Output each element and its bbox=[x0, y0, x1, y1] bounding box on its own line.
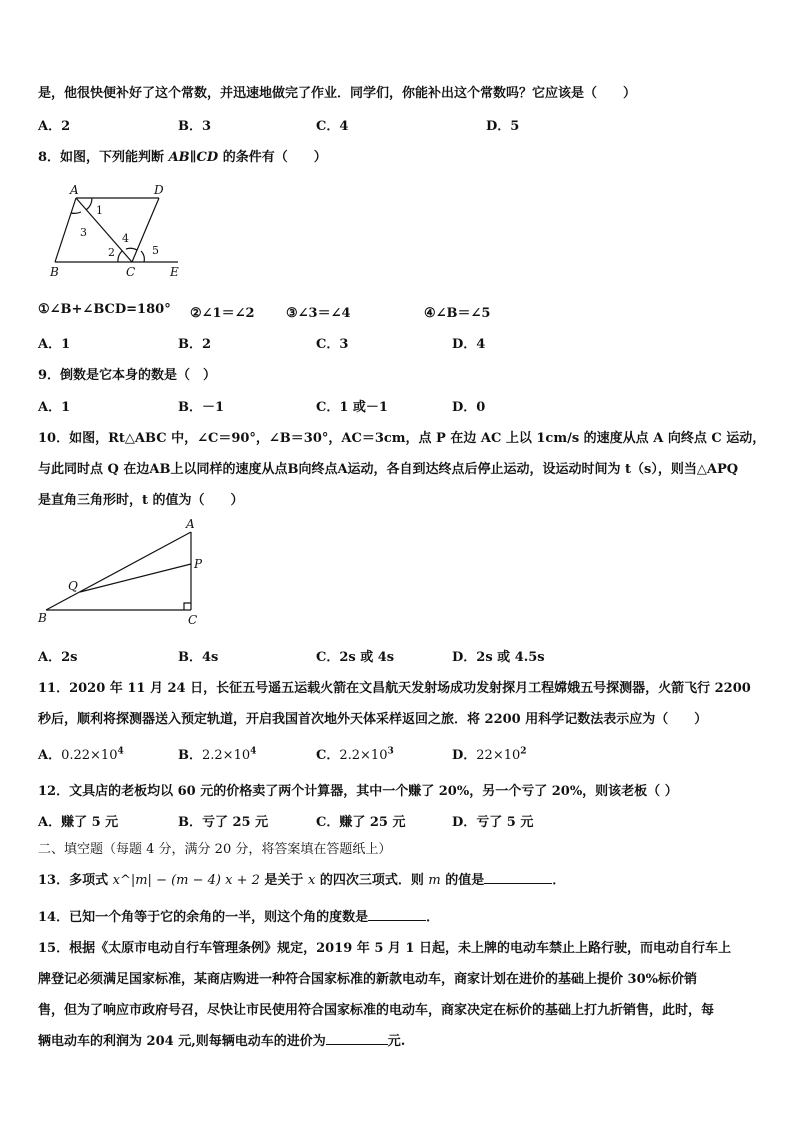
q8-stem bbox=[38, 146, 327, 165]
q13-pre: 13．多项式 bbox=[38, 873, 109, 888]
q15-stem-line4-wrap bbox=[38, 1030, 405, 1049]
q8-stem-pre: 8．如图，下列能判断 bbox=[38, 150, 165, 165]
q13-stem bbox=[38, 869, 565, 888]
q8-option-c: C．3 bbox=[316, 337, 349, 352]
section2-title: 二、填空题（每题 4 分，满分 20 分，将答案填在答题纸上） bbox=[38, 842, 392, 857]
q8-stem-math: AB∥CD bbox=[168, 150, 219, 165]
q9-option-b: B．－1 bbox=[178, 400, 225, 415]
q15-stem-line1: 15．根据《太原市电动自行车管理条例》规定，2019 年 5 月 1 日起，未上牌的电动车禁止上路行驶，而电动自行车上 bbox=[38, 941, 731, 956]
q7-option-b: B．3 bbox=[178, 119, 212, 134]
q8-angle-3: 3 bbox=[80, 226, 87, 239]
q8-angle-5: 5 bbox=[152, 244, 159, 257]
q13-mid: 是关于 bbox=[264, 873, 304, 888]
q15-end: 元. bbox=[387, 1034, 406, 1049]
q13-post: 的值是 bbox=[445, 873, 485, 888]
q10-stem-line3: 是直角三角形时，t 的值为（ ） bbox=[38, 493, 244, 508]
q11-option-a bbox=[38, 744, 124, 763]
q10-label-a: A bbox=[186, 517, 195, 531]
q8-stem-post: 的条件有（ ） bbox=[222, 150, 327, 165]
q11-option-b-label: B． bbox=[178, 748, 202, 763]
q10-label-q: Q bbox=[68, 579, 78, 593]
q9-stem: 9．倒数是它本身的数是（ ） bbox=[38, 368, 217, 383]
q15-stem-line2: 牌登记必须满足国家标准，某商店购进一种符合国家标准的新款电动车，商家计划在进价的基础上提价 30%标价销 bbox=[38, 972, 697, 987]
q8-figure bbox=[40, 180, 200, 280]
q8-option-d: D．4 bbox=[452, 337, 486, 352]
q8-condition-3: ③∠3＝∠4 bbox=[286, 306, 351, 321]
q12-stem: 12．文具店的老板均以 60 元的价格卖了两个计算器，其中一个赚了 20%，另一个亏了 20%，则该老板（ ） bbox=[38, 784, 678, 799]
q11-option-a-base: 0.22×10 bbox=[61, 748, 118, 763]
q10-option-d: D．2s 或 4.5s bbox=[452, 650, 545, 665]
q12-option-c: C．赚了 25 元 bbox=[316, 815, 406, 830]
q10-option-a: A．2s bbox=[38, 650, 78, 665]
q8-angle-2: 2 bbox=[108, 246, 115, 259]
q11-option-d bbox=[452, 744, 527, 763]
q11-option-d-label: D． bbox=[452, 748, 477, 763]
q10-label-b: B bbox=[38, 611, 47, 625]
q12-option-b: B．亏了 25 元 bbox=[178, 815, 269, 830]
q11-option-a-label: A． bbox=[38, 748, 62, 763]
q7-stem-tail: 是，他很快便补好了这个常数，并迅速地做完了作业．同学们，你能补出这个常数吗？它应该是（ ） bbox=[38, 86, 637, 101]
q9-option-c: C．1 或－1 bbox=[316, 400, 388, 415]
q10-stem-line1: 10．如图，Rt△ABC 中，∠C＝90°，∠B＝30°，AC＝3cm，点 P 在边 AC 上以 1cm/s 的速度从点 A 向终点 C 运动， bbox=[38, 431, 766, 446]
q8-condition-1: ①∠B+∠BCD=180° bbox=[38, 302, 171, 317]
q11-option-c-exp: 3 bbox=[387, 746, 394, 757]
q9-option-a: A．1 bbox=[38, 400, 71, 415]
q13-math: x^|m| − (m − 4) x + 2 bbox=[112, 873, 260, 888]
q13-var-x: x bbox=[307, 873, 316, 888]
q11-option-c-label: C． bbox=[316, 748, 340, 763]
q10-stem-line2: 与此同时点 Q 在边AB上以同样的速度从点B向终点A运动，各自到达终点后停止运动，设运动时间为 t（s），则当△APQ bbox=[38, 462, 739, 477]
q14-end: ． bbox=[426, 910, 440, 925]
q14-stem: 14．已知一个角等于它的余角的一半，则这个角的度数是 bbox=[38, 910, 369, 925]
q11-stem-line2: 秒后，顺利将探测器送入预定轨道，开启我国首次地外天体采样返回之旅．将 2200 用科学记数法表示应为（ ） bbox=[38, 712, 708, 727]
q8-label-e: E bbox=[170, 265, 179, 279]
q10-label-p: P bbox=[194, 557, 203, 571]
q14-stem-line bbox=[38, 906, 439, 925]
q8-label-a: A bbox=[70, 183, 79, 197]
q10-figure bbox=[34, 516, 214, 632]
q10-option-c: C．2s 或 4s bbox=[316, 650, 395, 665]
q15-stem-line4: 辆电动车的利润为 204 元,则每辆电动车的进价为 bbox=[38, 1034, 326, 1049]
q12-option-d: D．亏了 5 元 bbox=[452, 815, 534, 830]
q11-option-a-exp: 4 bbox=[117, 746, 124, 757]
q11-option-b-base: 2.2×10 bbox=[202, 748, 251, 763]
q13-end: ． bbox=[552, 873, 566, 888]
q7-option-d: D．5 bbox=[486, 119, 520, 134]
q11-option-d-exp: 2 bbox=[520, 746, 527, 757]
q8-label-d: D bbox=[154, 183, 164, 197]
q7-option-a: A．2 bbox=[38, 119, 71, 134]
q8-angle-4: 4 bbox=[122, 232, 129, 245]
q13-var-m: m bbox=[428, 873, 441, 888]
q13-answer-blank[interactable] bbox=[484, 871, 552, 884]
q8-condition-2: ②∠1＝∠2 bbox=[190, 306, 255, 321]
q9-option-d: D．0 bbox=[452, 400, 486, 415]
q15-stem-line3: 售，但为了响应市政府号召，尽快让市民使用符合国家标准的电动车，商家决定在标价的基础上打九折销售，此时，每 bbox=[38, 1003, 715, 1018]
q11-option-c bbox=[316, 744, 394, 763]
q11-option-b-exp: 4 bbox=[250, 746, 257, 757]
q10-label-c: C bbox=[188, 613, 198, 627]
q8-condition-4: ④∠B＝∠5 bbox=[424, 306, 491, 321]
q13-mid2: 的四次三项式．则 bbox=[319, 873, 424, 888]
q8-label-c: C bbox=[126, 265, 136, 279]
q7-option-c: C．4 bbox=[316, 119, 349, 134]
q14-answer-blank[interactable] bbox=[368, 908, 426, 921]
q12-option-a: A．赚了 5 元 bbox=[38, 815, 119, 830]
q8-label-b: B bbox=[50, 265, 59, 279]
q11-option-d-base: 22×10 bbox=[476, 748, 521, 763]
q8-option-a: A．1 bbox=[38, 337, 71, 352]
q10-option-b: B．4s bbox=[178, 650, 219, 665]
q8-option-b: B．2 bbox=[178, 337, 212, 352]
q11-stem-line1: 11．2020 年 11 月 24 日，长征五号遥五运载火箭在文昌航天发射场成功发射探月工程嫦娥五号探测器，火箭飞行 2200 bbox=[38, 681, 751, 696]
q15-answer-blank[interactable] bbox=[326, 1032, 388, 1045]
q8-angle-1: 1 bbox=[96, 204, 103, 217]
q11-option-c-base: 2.2×10 bbox=[339, 748, 388, 763]
q11-option-b bbox=[178, 744, 256, 763]
